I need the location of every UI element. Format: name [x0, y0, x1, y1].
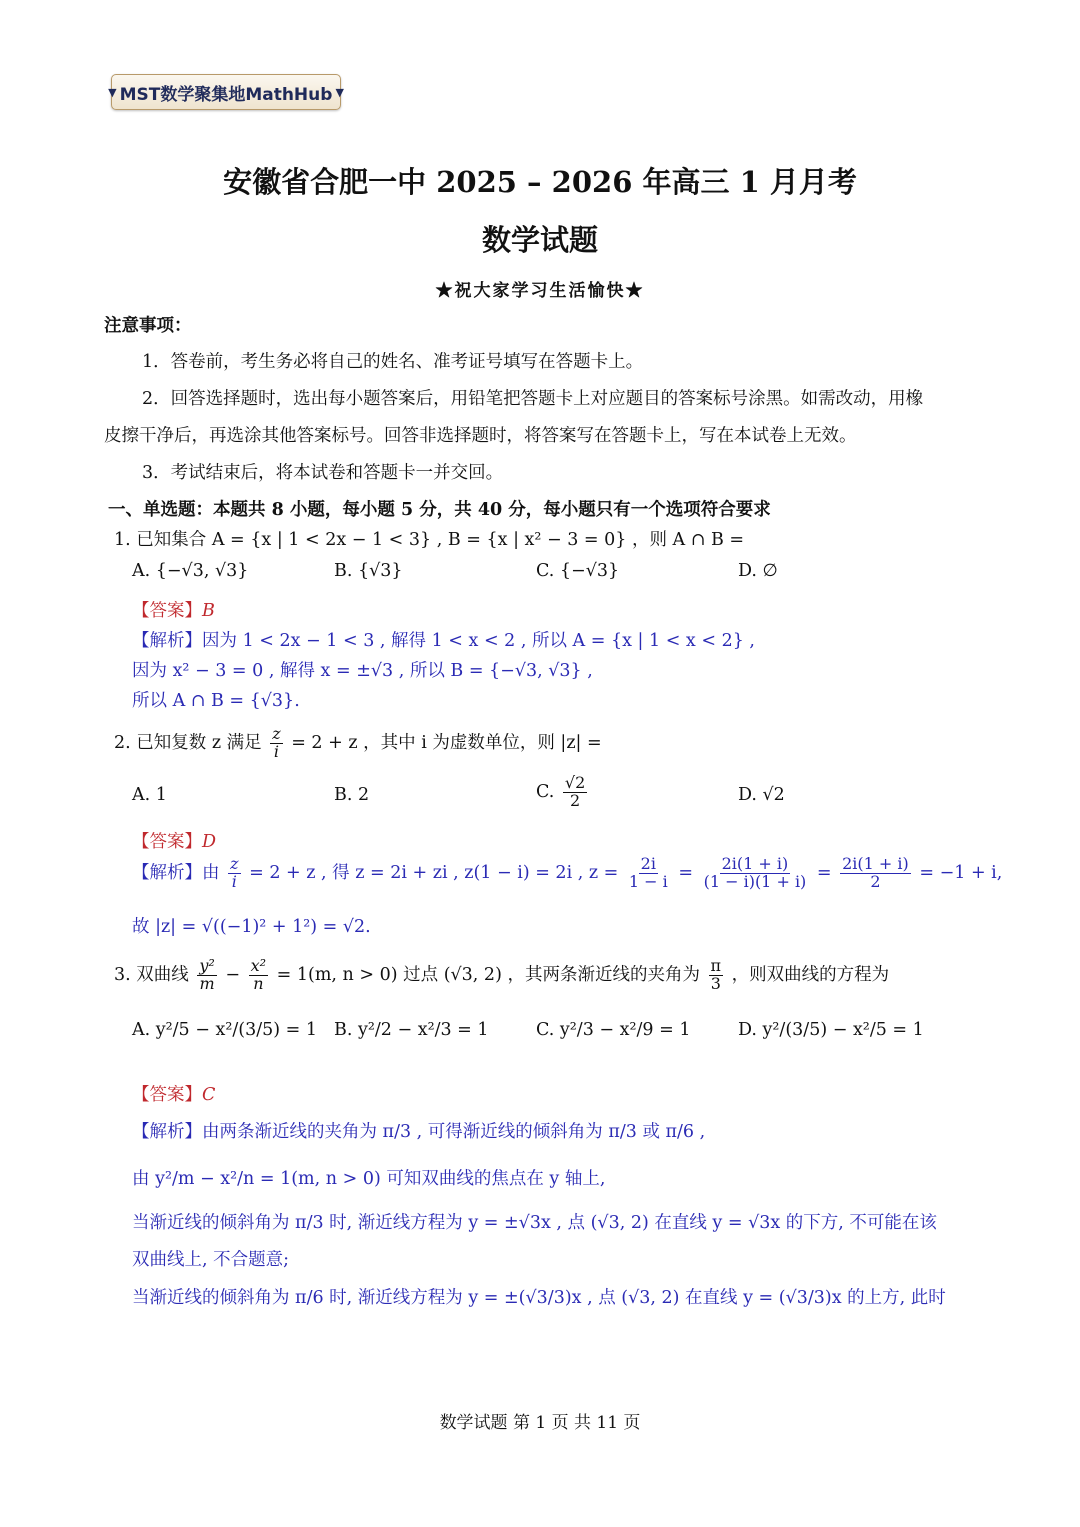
triangle-down-icon: ▼	[335, 85, 344, 99]
q3-stem: 3. 双曲线 $\frac{\text{y²}}{m}$ − $\frac{\text{x²}}{n}$ = 1(m, n > 0) 过点 (√3, 2) ，其两条渐近线的夹角为 $\frac{\pi}{3}$ ，则双曲线的方程为	[114, 956, 890, 993]
q3-option-b: B. y²/2 − x²/3 = 1	[334, 1020, 489, 1040]
q3-option-d: D. y²/(3/5) − x²/5 = 1	[738, 1020, 924, 1040]
q1-option-c: C. {−√3}	[536, 561, 620, 581]
q3-analysis-line-3: 当渐近线的倾斜角为 π/3 时, 渐近线方程为 y = ±√3x , 点 (√3, 2) 在直线 y = √3x 的下方, 不可能在该	[132, 1213, 937, 1233]
q3-analysis-line-4: 双曲线上, 不合题意;	[132, 1250, 290, 1270]
q3-option-a: A. y²/5 − x²/(3/5) = 1	[132, 1020, 318, 1040]
q2-option-b: B. 2	[334, 785, 370, 805]
q2-analysis-line-1: 【解析】由 $\frac{z}{i}$ = 2 + z , 得 z = 2i + zi , z(1 − i) = 2i , z = $\frac{2i}{1 - i}$ = $\frac{2i(1 + i)}{(1 - i)(1 + i)}$ = $\frac{2i(1 + i)}{2}$ = −1 + i,	[132, 854, 1003, 891]
q2-option-c: C. $\frac{√2}{2}$	[536, 773, 586, 810]
q1-option-d: D. ∅	[738, 561, 778, 581]
q3-analysis-line-2: 由 y²/m − x²/n = 1(m, n > 0) 可知双曲线的焦点在 y 轴上,	[132, 1169, 606, 1189]
q3-option-c: C. y²/3 − x²/9 = 1	[536, 1020, 691, 1040]
q1-answer	[132, 597, 215, 622]
notice-item-1: 1．答卷前，考生务必将自己的姓名、准考证号填写在答题卡上。	[142, 352, 644, 372]
answer-label: 【答案】	[132, 601, 202, 621]
triangle-down-icon: ▼	[108, 85, 117, 99]
logo-text: MST数学聚集地MathHub	[119, 84, 333, 105]
q1-analysis-line-2: 因为 x² − 3 = 0 , 解得 x = ±√3 , 所以 B = {−√3, √3} ,	[132, 661, 593, 681]
answer-value: B	[202, 601, 215, 621]
q2-option-c-fraction: $\frac{√2}{2}$	[564, 773, 586, 810]
notice-item-2a: 2．回答选择题时，选出每小题答案后，用铅笔把答题卡上对应题目的答案标号涂黑。如需改动，用橡	[142, 389, 924, 409]
mathhub-logo	[108, 74, 344, 110]
q2-stem	[114, 726, 602, 761]
q1-option-a: A. {−√3, √3}	[132, 561, 249, 581]
q2-fraction: $\frac{z}{i}$	[272, 724, 281, 761]
q1-option-b: B. {√3}	[334, 561, 403, 581]
notice-item-2b: 皮擦干净后，再选涂其他答案标号。回答非选择题时，将答案写在答题卡上，写在本试卷上无效。	[104, 426, 857, 446]
q3-analysis-line-1: 【解析】由两条渐近线的夹角为 π/3 , 可得渐近线的倾斜角为 π/3 或 π/6 ,	[132, 1122, 706, 1142]
q2-analysis-line-2: 故 |z| = √((−1)² + 1²) = √2.	[132, 917, 371, 937]
wish-line: ★祝大家学习生活愉快★	[435, 281, 645, 301]
exam-title: 安徽省合肥一中 2025 – 2026 年高三 1 月月考	[223, 165, 857, 199]
q2-option-d: D. √2	[738, 785, 785, 805]
q1-analysis-line-3: 所以 A ∩ B = {√3}.	[132, 691, 300, 711]
notice-item-3: 3．考试结束后，将本试卷和答题卡一并交回。	[142, 463, 504, 483]
q3-answer: 【答案】C	[132, 1085, 216, 1105]
section-heading: 一、单选题：本题共 8 小题，每小题 5 分，共 40 分，每小题只有一个选项符合要求	[108, 500, 771, 520]
q2-stem-b: = 2 + z ，其中 i 为虚数单位，则 |z| =	[291, 732, 602, 753]
q2-stem-a: 2. 已知复数 z 满足	[114, 732, 262, 753]
q1-analysis-line-1	[132, 627, 755, 652]
q2-answer: 【答案】D	[132, 832, 217, 852]
analysis-label: 【解析】	[132, 631, 202, 651]
exam-subtitle: 数学试题	[481, 223, 598, 257]
q1-stem: 1. 已知集合 A = {x | 1 < 2x − 1 < 3} , B = {x | x² − 3 = 0} ，则 A ∩ B =	[114, 530, 745, 550]
page-footer: 数学试题 第 1 页 共 11 页	[439, 1413, 641, 1433]
q2-option-a: A. 1	[132, 785, 167, 805]
analysis-text: 因为 1 < 2x − 1 < 3 , 解得 1 < x < 2 , 所以 A = {x | 1 < x < 2} ,	[202, 631, 755, 651]
q3-analysis-line-5: 当渐近线的倾斜角为 π/6 时, 渐近线方程为 y = ±(√3/3)x , 点 (√3, 2) 在直线 y = (√3/3)x 的上方, 此时	[132, 1288, 946, 1308]
notice-heading: 注意事项：	[104, 316, 192, 336]
